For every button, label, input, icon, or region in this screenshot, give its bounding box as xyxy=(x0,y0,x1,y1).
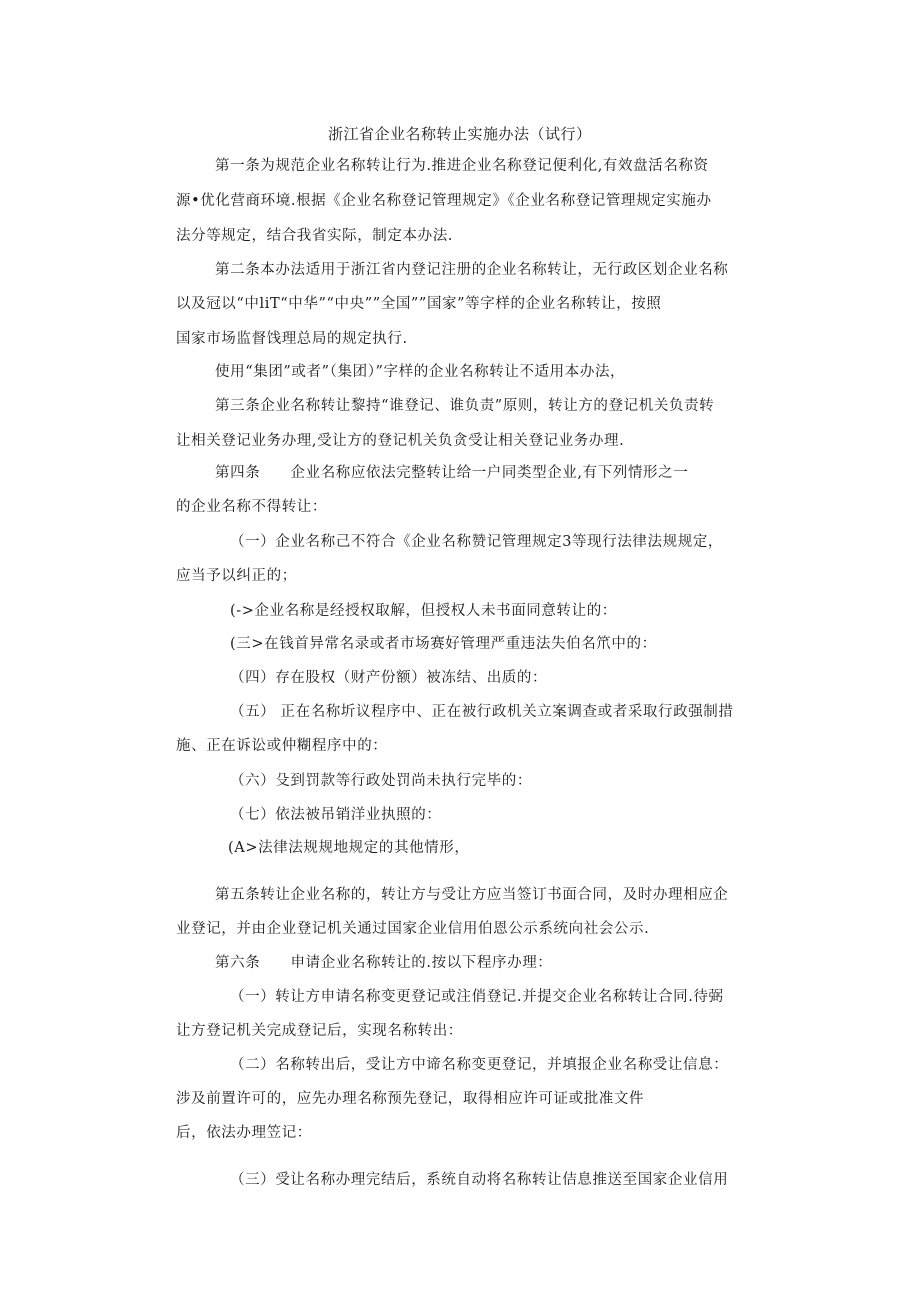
article-4-item-5-line-2: 施、正在诉讼或仲糊程序中的： xyxy=(176,738,388,754)
article-2-para-2: 使用“集团”或者”（集团）”字样的企业名称转让不适用本办法， xyxy=(215,364,626,380)
article-6-item-1-line-2: 让方登记机关完成登记后，实现名称转出： xyxy=(176,1023,463,1039)
article-3-line-1: 第三条企业名称转让黎持“谁登记、谁负责”原则，转让方的登记机关负责转 xyxy=(215,398,715,414)
article-2-line-2: 以及冠以“中liT“中华”“中央””全国””国家”等字样的企业名称转让，按照 xyxy=(176,296,662,312)
article-6-item-3-line-1: （三）受让名称办理完结后，系统自动将名称转让佶息推送至国家企业信用 xyxy=(230,1172,729,1188)
article-4-item-5-line-1: （五） 正在名称圻议程序中、正在被行政机关立案调查或者采取行政强制措 xyxy=(230,704,734,720)
document-title: 浙江省企业名称转止实施办法（试行） xyxy=(328,125,592,143)
article-6-item-2-line-1: （二）名称转出后，受让方中谛名称变更登记，并填报企业名称受让信息： xyxy=(230,1057,729,1073)
article-2-line-3: 国家市场监督饯理总局的规定执行. xyxy=(176,331,408,347)
article-4-item-2: (->企业名称是经授权取解，但授权人未书面同意转让的： xyxy=(230,603,617,619)
article-4-item-3: (三>在钱首异常名录或者市场赛好管理严重违法失伯名笊中的： xyxy=(230,636,657,652)
article-4-item-6: （六）殳到罚款等行政处罚尚未执行完毕的： xyxy=(230,773,532,789)
article-1-line-3: 法分等规定，结合我省实际，制定本办法. xyxy=(176,228,454,244)
article-4-line-1: 第四条 企业名称应依法完整转让给一户同类型企业,有下列情形之一 xyxy=(215,465,689,481)
article-6-item-1-line-1: （一）转让方申请名称变更登记或注俏登记.并提交企业名称转让合同.待弼 xyxy=(230,989,724,1005)
article-4-item-8: (A>法律法规规地规定的其他情形， xyxy=(228,840,470,856)
article-6-item-2-line-2: 涉及前置许可的，应先办理名称预先登记，取得相应许可证或批准文件 xyxy=(176,1091,645,1107)
article-4-item-1-line-1: （一）企业名称己不符合《企业名称赞记管理规定3等现行法律法规规定， xyxy=(230,534,724,550)
article-4-line-2: 的企业名称不得转让： xyxy=(176,499,327,515)
article-6-line-1: 第六条 申请企业名称转让的.按以下程序办理： xyxy=(215,955,553,971)
article-5-line-2: 业登记，并由企业登记机关通过国家企业信用伯恩公示系统向社会公示. xyxy=(176,921,650,937)
article-4-item-7: （七）依法被吊销洋业执照的： xyxy=(230,807,442,823)
article-1-line-1: 第一条为规范企业名称转让行为.推进企业名称登记便利化,有效盘活名称资 xyxy=(215,158,709,174)
article-6-item-2-line-3: 后，依法办理笠记： xyxy=(176,1125,312,1141)
article-4-item-4: （四）存在股权（财产份额）被冻结、出质的： xyxy=(230,670,548,686)
article-1-line-2: 源•优化营商环境.根据《企业名称登记管理规定》《企业名称登记管理规定实施办 xyxy=(176,193,712,209)
article-2-line-1: 第二条本办法适用于浙江省内登记注册的企业名称转让，无行政区划企业名称 xyxy=(215,262,729,278)
article-3-line-2: 让相关登记业务办理,受让方的登记机关负贪受让相关登记业务办理. xyxy=(176,433,625,449)
article-5-line-1: 第五条转让企业名称的，转让方与受让方应当签订书面合同，及时办理相应企 xyxy=(215,887,729,903)
article-4-item-1-line-2: 应当予以纠正的； xyxy=(176,568,297,584)
